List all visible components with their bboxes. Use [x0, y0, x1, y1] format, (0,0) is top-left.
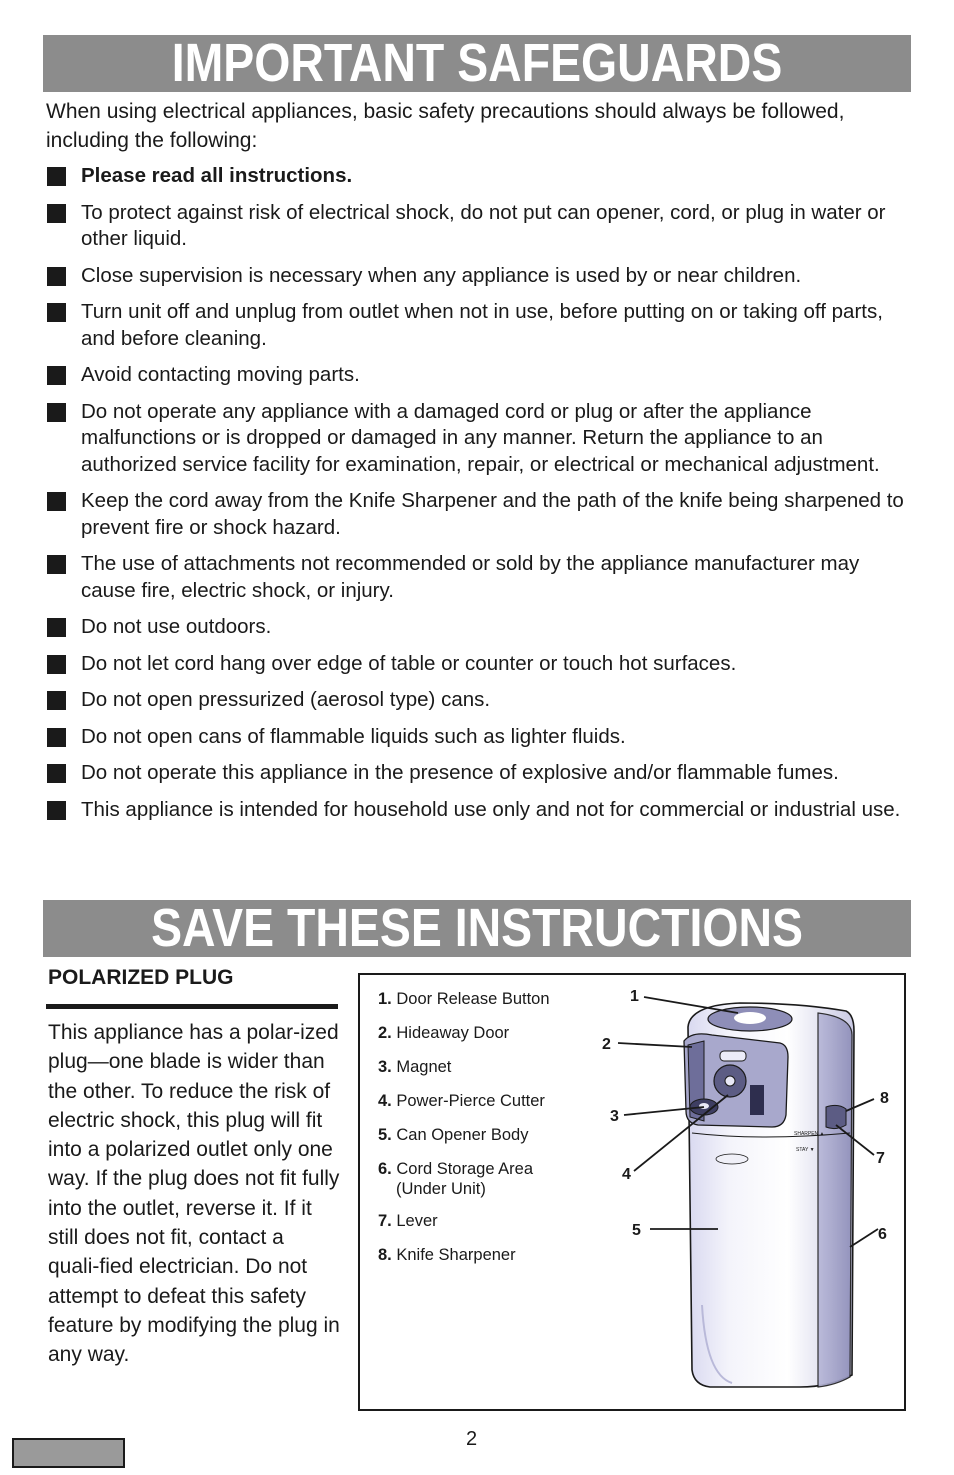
- part-item: 2. Hideaway Door: [378, 1024, 510, 1042]
- part-item: 4. Power-Pierce Cutter: [378, 1092, 545, 1110]
- safeguards-title: IMPORTANT SAFEGUARDS: [171, 33, 783, 93]
- diagram-label-6: 6: [878, 1226, 887, 1243]
- bullet-square-icon: [47, 366, 66, 385]
- bullet-square-icon: [47, 801, 66, 820]
- safeguard-item: Turn unit off and unplug from outlet when not in use, before putting on or taking off parts, and before cleaning.: [46, 299, 916, 352]
- diagram-label-1: 1: [630, 988, 639, 1005]
- part-item: 7. Lever: [378, 1212, 438, 1230]
- part-item: 5. Can Opener Body: [378, 1126, 529, 1144]
- safeguards-banner: [43, 35, 911, 92]
- appliance-body-icon: [684, 1003, 854, 1387]
- safeguard-item: Do not open cans of flammable liquids such as lighter fluids.: [46, 724, 916, 751]
- safeguard-item: Do not operate any appliance with a damaged cord or plug or after the appliance malfunctions or is dropped or damaged in any manner. Return the appliance to an authorized service facility for examination, repair, or electrical or mechanical adjustment.: [46, 399, 916, 479]
- bullet-square-icon: [47, 403, 66, 422]
- diagram-label-2: 2: [602, 1036, 611, 1053]
- diagram-label-4: 4: [622, 1166, 631, 1183]
- bullet-square-icon: [47, 204, 66, 223]
- bullet-square-icon: [47, 655, 66, 674]
- bullet-square-icon: [47, 167, 66, 186]
- bullet-square-icon: [47, 764, 66, 783]
- part-item: 1. Door Release Button: [378, 990, 550, 1008]
- diagram-label-8: 8: [880, 1090, 889, 1107]
- safeguard-item: To protect against risk of electrical shock, do not put can opener, cord, or plug in water or other liquid.: [46, 200, 916, 253]
- bullet-square-icon: [47, 691, 66, 710]
- part-item: 6. Cord Storage Area (Under Unit): [378, 1157, 578, 1199]
- bullet-square-icon: [47, 728, 66, 747]
- parts-list: [378, 987, 578, 1277]
- bullet-square-icon: [47, 555, 66, 574]
- safeguard-item: Do not operate this appliance in the presence of explosive and/or flammable fumes.: [46, 760, 916, 787]
- polarized-plug-title: POLARIZED PLUG: [48, 966, 234, 989]
- bullet-square-icon: [47, 303, 66, 322]
- bullet-square-icon: [47, 267, 66, 286]
- intro-text: When using electrical appliances, basic safety precautions should always be followed, including the following:: [46, 100, 845, 152]
- unit-text-stay: STAY ▼: [796, 1147, 815, 1153]
- part-sub-label: (Under Unit): [396, 1180, 486, 1198]
- polarized-plug-body: This appliance has a polar-ized plug—one blade is wider than the other. To reduce the risk of electric shock, this plug will fit into a polarized outlet only one way. If the plug does not fit fully into the outlet, reverse it. If it still does not fit, contact a quali-fied electrician. Do not attempt to defeat this safety feature by modifying the plug in any way.: [48, 1021, 340, 1367]
- parts-diagram-box: [358, 973, 906, 1411]
- safeguard-item: Please read all instructions.: [46, 163, 916, 190]
- print-color-swatch: [12, 1438, 125, 1468]
- diagram-label-5: 5: [632, 1222, 641, 1239]
- section-divider: [46, 1004, 338, 1009]
- unit-text-sharpen: SHARPEN ▲: [794, 1131, 825, 1137]
- safeguard-item: Keep the cord away from the Knife Sharpener and the path of the knife being sharpened to prevent fire or shock hazard.: [46, 488, 916, 541]
- diagram-label-3: 3: [610, 1108, 619, 1125]
- safeguard-item: Do not use outdoors.: [46, 614, 916, 641]
- safeguard-item: Avoid contacting moving parts.: [46, 362, 916, 389]
- save-instructions-title: SAVE THESE INSTRUCTIONS: [151, 898, 803, 958]
- safeguard-item: Close supervision is necessary when any appliance is used by or near children.: [46, 263, 916, 290]
- bullet-square-icon: [47, 492, 66, 511]
- safeguard-item: Do not let cord hang over edge of table or counter or touch hot surfaces.: [46, 651, 916, 678]
- save-instructions-banner: [43, 900, 911, 957]
- diagram-label-7: 7: [876, 1150, 885, 1167]
- bullet-square-icon: [47, 618, 66, 637]
- part-item: 8. Knife Sharpener: [378, 1246, 516, 1264]
- safeguard-item: Do not open pressurized (aerosol type) cans.: [46, 687, 916, 714]
- safeguard-item: This appliance is intended for household use only and not for commercial or industrial use.: [46, 797, 916, 824]
- safeguard-item: The use of attachments not recommended or sold by the appliance manufacturer may cause fire, electric shock, or injury.: [46, 551, 916, 604]
- part-item: 3. Magnet: [378, 1058, 452, 1076]
- page-number: 2: [466, 1428, 478, 1450]
- safeguards-list: [46, 163, 916, 823]
